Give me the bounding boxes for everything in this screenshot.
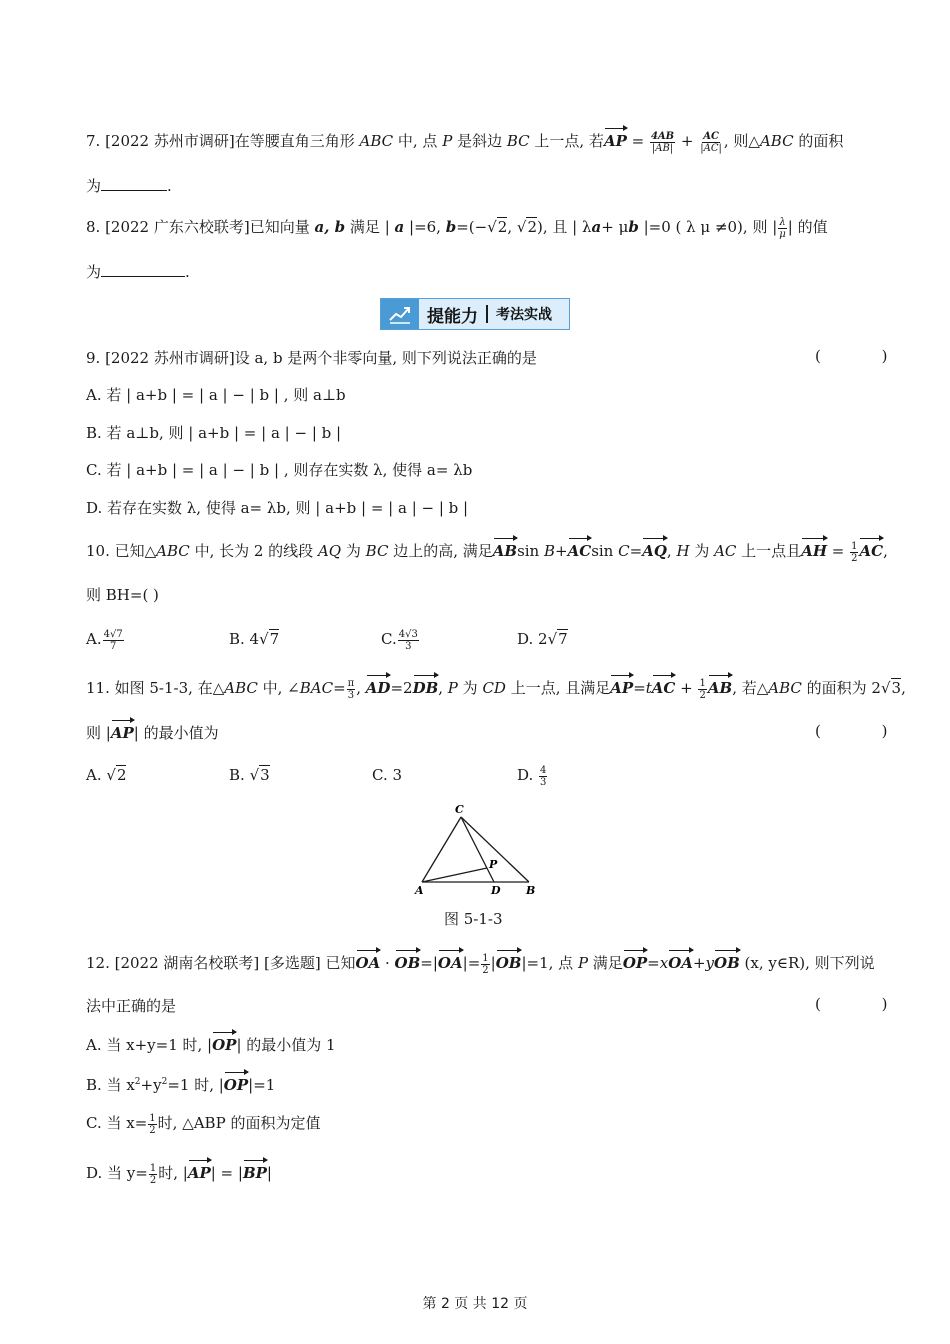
page-footer: 第 2 页 共 12 页 — [422, 1296, 528, 1312]
q8-line2: 为 . — [86, 260, 190, 283]
q7-fraction-2: $\frac{AC}{|AC|}$ — [700, 130, 722, 154]
vector-ab: AB — [492, 542, 518, 560]
q12-option-d[interactable]: D. 当 y= $\frac{1}{2}$ 时, |AP| = |BP| — [86, 1162, 272, 1186]
q10-option-c[interactable]: C. $\frac{4√3}{3}$ — [381, 628, 418, 652]
q11-option-d[interactable]: D. $\frac{4}{3}$ — [517, 764, 547, 788]
q7-text: 7. [2022 苏州市调研]在等腰直角三角形 — [86, 132, 360, 150]
side-ac — [422, 817, 461, 882]
q12-option-c[interactable]: C. 当 x= $\frac{1}{2}$ 时, △ABP 的面积为定值 — [86, 1112, 321, 1136]
q10-line2: 则 BH=( ) — [86, 586, 159, 604]
label-a: A — [415, 884, 424, 897]
vector-ah: AH — [801, 542, 827, 560]
q8-fraction: $\frac{\lambda}{\mu}$ — [779, 216, 786, 240]
q9-option-d[interactable]: D. 若存在实数 λ, 使得 a= λb, 则 | a+b | = | a | − | b | — [86, 499, 469, 517]
q11-option-a[interactable]: A. √2 — [86, 766, 127, 784]
q9-option-b[interactable]: B. 若 a⊥b, 则 | a+b | = | a | − | b | — [86, 424, 342, 442]
vector-ob: OB — [495, 954, 522, 972]
q7-text: 是斜边 — [452, 132, 507, 150]
banner-subtitle: 考法实战 — [496, 307, 552, 323]
figure-caption: 图 5-1-3 — [444, 910, 503, 928]
q9-option-c[interactable]: C. 若 | a+b | = | a | − | b | , 则存在实数 λ, 使得 a= λb — [86, 461, 473, 479]
vector-ob: OB — [714, 954, 740, 972]
vector-oa: OA — [355, 954, 381, 972]
q12-option-b[interactable]: B. 当 $x^2+y^2=1$ 时, |OP|=1 — [86, 1076, 276, 1094]
q12-option-a[interactable]: A. 当 x+y=1 时, |OP| 的最小值为 1 — [86, 1036, 336, 1054]
vector-oa: OA — [668, 954, 693, 972]
label-c: C — [455, 803, 464, 816]
q10-line1: 10. 已知△ABC 中, 长为 2 的线段 AQ 为 BC 边上的高, 满足ABsin B+ACsin C=AQ, H 为 AC 上一点且AH = $\frac{1}{2}$ AC, — [86, 540, 888, 564]
q8-answer-blank[interactable] — [101, 260, 185, 277]
q7-text: + — [676, 132, 699, 150]
segment-ap — [422, 868, 487, 882]
vector-ap: AP — [603, 132, 627, 150]
section-banner — [380, 298, 570, 330]
vector-ap: AP — [110, 724, 134, 742]
q7-p: P — [442, 132, 453, 150]
q11-line2: 则 |AP| 的最小值为 — [86, 724, 219, 742]
banner-divider — [486, 305, 488, 323]
banner-title: 提能力 — [427, 306, 478, 327]
vector-op: OP — [223, 1076, 249, 1094]
label-b: B — [526, 884, 536, 897]
q7-line1 — [86, 130, 843, 154]
q7-text: = — [626, 132, 649, 150]
q8-line1: 8. [2022 广东六校联考]已知向量 a, b 满足 | a |=6, b=(−√2, √2), 且 | λa+ μb |=0 ( λ μ ≠0), 则 | $\frac{\lambda}{\mu}$ | 的值 — [86, 216, 828, 240]
q7-answer-blank[interactable] — [101, 174, 167, 191]
q7-bc: BC — [506, 132, 530, 150]
q7-line2: 为 . — [86, 174, 172, 197]
q7-text: 的面积 — [793, 132, 844, 150]
q7-fraction-1: $\frac{4AB}{|AB|}$ — [650, 130, 675, 154]
label-d: D — [491, 884, 501, 897]
vector-bp: BP — [242, 1164, 267, 1182]
q11-answer-paren[interactable]: ( ) — [815, 722, 916, 740]
q7-abc: ABC — [759, 132, 794, 150]
q11-option-b[interactable]: B. √3 — [229, 766, 270, 784]
vector-aq: AQ — [642, 542, 667, 560]
vector-ac: AC — [651, 679, 676, 697]
triangle-figure — [405, 800, 555, 904]
q12-line1: 12. [2022 湖南名校联考] [多选题] 已知OA · OB=|OA|= $\frac{1}{2}$ |OB|=1, 点 P 满足OP=xOA+yOB (x, y∈R), 则下列说 — [86, 952, 875, 976]
q7-abc: ABC — [359, 132, 394, 150]
q12-line2: 法中正确的是 — [86, 997, 177, 1015]
q11-line1: 11. 如图 5-1-3, 在△ABC 中, ∠BAC= $\frac{\pi}{3}$ , AD=2DB, P 为 CD 上一点, 且满足AP=tAC + $\frac{1}{2}$ AB, 若△ABC 的面积为 2√3, — [86, 677, 906, 701]
vector-op: OP — [212, 1036, 237, 1054]
q9-answer-paren[interactable]: ( ) — [815, 347, 916, 365]
vector-ap: AP — [187, 1164, 211, 1182]
vector-ad: AD — [365, 679, 391, 697]
q10-option-a[interactable]: A. $\frac{4√7}{7}$ — [86, 628, 123, 652]
q9-stem: 9. [2022 苏州市调研]设 a, b 是两个非零向量, 则下列说法正确的是 — [86, 349, 537, 367]
q9-option-a[interactable]: A. 若 | a+b | = | a | − | b | , 则 a⊥b — [86, 386, 346, 404]
vector-ap: AP — [610, 679, 634, 697]
side-bc — [461, 817, 529, 882]
vector-ab: AB — [707, 679, 733, 697]
vector-oa: OA — [437, 954, 463, 972]
vector-op: OP — [622, 954, 648, 972]
q7-text: 中, 点 — [393, 132, 443, 150]
vector-ac: AC — [567, 542, 592, 560]
q10-option-b[interactable]: B. 4√7 — [229, 630, 280, 648]
vector-db: DB — [412, 679, 439, 697]
q10-option-d[interactable]: D. 2√7 — [517, 630, 568, 648]
vector-ac: AC — [859, 542, 884, 560]
q12-answer-paren[interactable]: ( ) — [815, 995, 916, 1013]
q7-text: 上一点, 若 — [529, 132, 604, 150]
label-p: P — [489, 858, 498, 871]
q7-text: , 则△ — [723, 132, 760, 150]
q11-option-c[interactable]: C. 3 — [372, 766, 403, 784]
chart-icon — [381, 299, 419, 329]
vector-ob: OB — [394, 954, 421, 972]
